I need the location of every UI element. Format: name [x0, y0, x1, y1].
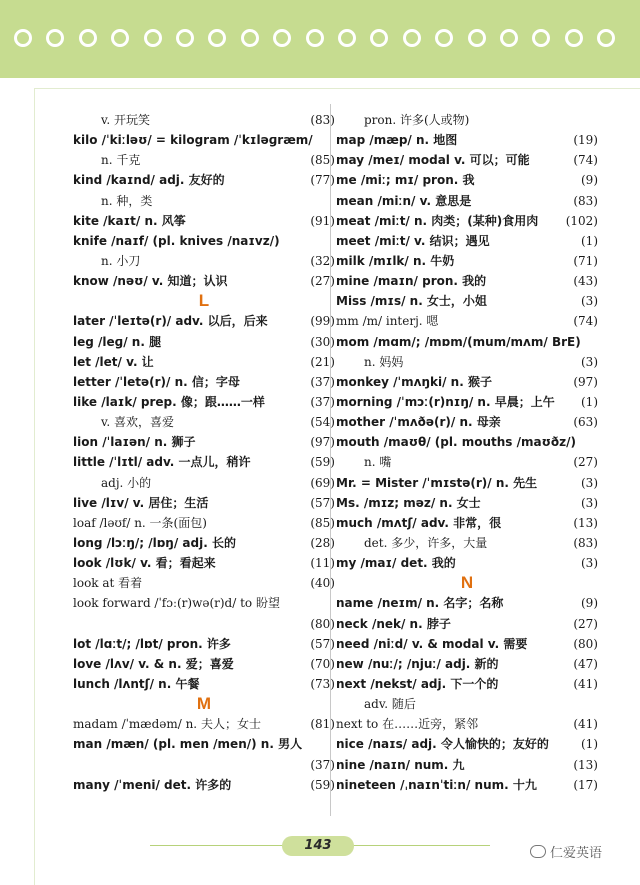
entry-text: need /niːd/ v. & modal v. 需要 — [336, 636, 528, 651]
chat-bubble-icon — [530, 845, 546, 858]
glossary-entry — [336, 513, 598, 533]
glossary-entry — [73, 332, 335, 352]
glossary-entry — [336, 251, 598, 271]
entry-page-ref: (37) — [310, 374, 335, 389]
ring-ornament — [338, 29, 356, 47]
entry-page-ref: (43) — [573, 274, 598, 289]
entry-text: leg /leɡ/ n. 腿 — [73, 334, 162, 349]
glossary-entry — [73, 553, 335, 573]
entry-text: little /ˈlɪtl/ adv. 一点儿，稍许 — [73, 455, 251, 470]
entry-text: adv. 随后 — [364, 697, 416, 712]
entry-page-ref: (27) — [573, 455, 598, 470]
glossary-entry — [73, 513, 335, 533]
glossary-entry — [73, 755, 335, 775]
entry-text: meat /miːt/ n. 肉类；(某种)食用肉 — [336, 213, 539, 228]
entry-text: kilo /ˈkiːləʊ/ = kilogram /ˈkɪləɡræm/ — [73, 133, 313, 148]
entry-page-ref: (37) — [310, 394, 335, 409]
glossary-entry — [336, 614, 598, 634]
entry-page-ref: (13) — [573, 515, 598, 530]
glossary-entry — [73, 130, 335, 150]
entry-text: may /meɪ/ modal v. 可以；可能 — [336, 153, 530, 168]
glossary-entry — [73, 493, 335, 513]
glossary-entry — [73, 110, 335, 130]
entry-text: like /laɪk/ prep. 像；跟……一样 — [73, 394, 265, 409]
entry-text: Mr. = Mister /ˈmɪstə(r)/ n. 先生 — [336, 475, 538, 490]
section-heading: L — [198, 291, 210, 311]
glossary-entry — [73, 674, 335, 694]
glossary-entry — [336, 775, 598, 795]
glossary-entry — [73, 775, 335, 795]
entry-page-ref: (27) — [573, 616, 598, 631]
glossary-entry — [336, 694, 598, 714]
glossary-entry — [73, 150, 335, 170]
glossary-entry — [336, 332, 598, 352]
entry-page-ref: (28) — [310, 535, 335, 550]
glossary-entry — [336, 130, 598, 150]
ring-ornament — [208, 29, 226, 47]
entry-text: name /neɪm/ n. 名字；名称 — [336, 596, 504, 611]
glossary-entry — [336, 412, 598, 432]
entry-page-ref: (1) — [581, 394, 598, 409]
right-column — [336, 110, 598, 795]
entry-text: next /nekst/ adj. 下一个的 — [336, 676, 499, 691]
glossary-entry — [336, 493, 598, 513]
glossary-entry — [73, 251, 335, 271]
glossary-entry — [336, 714, 598, 734]
entry-page-ref: (3) — [581, 475, 598, 490]
entry-page-ref: (3) — [581, 556, 598, 571]
entry-text: long /lɔːŋ/; /lɒŋ/ adj. 长的 — [73, 535, 236, 550]
entry-page-ref: (47) — [573, 656, 598, 671]
ring-ornament — [111, 29, 129, 47]
glossary-entry — [73, 211, 335, 231]
entry-page-ref: (77) — [310, 173, 335, 188]
entry-text: knife /naɪf/ (pl. knives /naɪvz/) — [73, 233, 280, 248]
glossary-entry — [336, 392, 598, 412]
glossary-entry — [73, 452, 335, 472]
entry-page-ref: (17) — [573, 777, 598, 792]
entry-page-ref: (81) — [310, 717, 335, 732]
entry-text: me /miː; mɪ/ pron. 我 — [336, 173, 475, 188]
entry-text: n. 妈妈 — [364, 354, 404, 369]
ring-ornament — [273, 29, 291, 47]
ring-ornament — [532, 29, 550, 47]
entry-text: live /lɪv/ v. 居住；生活 — [73, 495, 209, 510]
glossary-entry — [73, 654, 335, 674]
glossary-entry — [336, 110, 598, 130]
ring-ornament — [14, 29, 32, 47]
entry-page-ref: (85) — [310, 515, 335, 530]
glossary-entry — [336, 211, 598, 231]
entry-page-ref: (57) — [310, 495, 335, 510]
entry-page-ref: (9) — [581, 596, 598, 611]
entry-page-ref: (70) — [310, 656, 335, 671]
glossary-entry — [336, 593, 598, 613]
entry-text: det. 多少，许多，大量 — [364, 535, 488, 550]
glossary-entry — [336, 755, 598, 775]
ring-ornament — [403, 29, 421, 47]
entry-text: next to 在……近旁，紧邻 — [336, 717, 479, 732]
glossary-entry — [73, 191, 335, 211]
entry-page-ref: (99) — [310, 314, 335, 329]
entry-page-ref: (59) — [310, 455, 335, 470]
entry-text: kind /kaɪnd/ adj. 友好的 — [73, 173, 225, 188]
entry-text: meet /miːt/ v. 结识；遇见 — [336, 233, 490, 248]
left-column — [73, 110, 335, 795]
entry-page-ref: (83) — [310, 113, 335, 127]
glossary-entry — [336, 311, 598, 331]
entry-text: know /nəʊ/ v. 知道；认识 — [73, 274, 228, 289]
entry-page-ref: (32) — [310, 253, 335, 268]
entry-page-ref: (3) — [581, 495, 598, 510]
glossary-entry — [336, 191, 598, 211]
entry-text: Miss /mɪs/ n. 女士，小姐 — [336, 294, 487, 309]
glossary-entry — [336, 553, 598, 573]
entry-page-ref: (57) — [310, 636, 335, 651]
brand-label: 仁爱英语 — [550, 846, 603, 861]
glossary-entry — [336, 452, 598, 472]
glossary-entry — [336, 170, 598, 190]
ring-ornament — [468, 29, 486, 47]
glossary-entry — [73, 714, 335, 734]
entry-text: mouth /maʊθ/ (pl. mouths /maʊðz/) — [336, 435, 576, 450]
entry-text: look at 看着 — [73, 576, 143, 591]
ring-ornament — [565, 29, 583, 47]
entry-text: morning /ˈmɔː(r)nɪŋ/ n. 早晨；上午 — [336, 394, 555, 409]
entry-page-ref: (69) — [310, 475, 335, 490]
entry-text: loaf /ləʊf/ n. 一条(面包) — [73, 515, 207, 530]
ring-ornament — [597, 29, 615, 47]
entry-text: kite /kaɪt/ n. 风筝 — [73, 213, 186, 228]
glossary-entry — [73, 473, 335, 493]
entry-text: mother /ˈmʌðə(r)/ n. 母亲 — [336, 415, 501, 430]
entry-text: pron. 许多(人或物) — [364, 113, 470, 127]
entry-text: letter /ˈletə(r)/ n. 信；字母 — [73, 374, 240, 389]
entry-page-ref: (97) — [310, 435, 335, 450]
glossary-entry — [336, 654, 598, 674]
section-letter — [73, 694, 335, 714]
entry-text: lot /lɑːt/; /lɒt/ pron. 许多 — [73, 636, 231, 651]
entry-page-ref: (3) — [581, 354, 598, 369]
section-heading: N — [460, 573, 474, 593]
entry-page-ref: (74) — [573, 314, 598, 329]
glossary-entry — [73, 573, 335, 593]
glossary-entry — [73, 271, 335, 291]
glossary-entry — [73, 231, 335, 251]
ring-ornament — [500, 29, 518, 47]
entry-text: later /ˈleɪtə(r)/ adv. 以后，后来 — [73, 314, 268, 329]
entry-text: adj. 小的 — [101, 475, 152, 490]
glossary-entry — [336, 533, 598, 553]
entry-page-ref: (30) — [310, 334, 335, 349]
entry-page-ref: (97) — [573, 374, 598, 389]
ring-ornament — [176, 29, 194, 47]
glossary-entry — [336, 734, 598, 754]
entry-text: many /ˈmeni/ det. 许多的 — [73, 777, 232, 792]
glossary-entry — [73, 352, 335, 372]
entry-text: n. 千克 — [101, 153, 141, 168]
entry-text: lion /ˈlaɪən/ n. 狮子 — [73, 435, 196, 450]
entry-text: lunch /lʌntʃ/ n. 午餐 — [73, 676, 200, 691]
entry-page-ref: (80) — [310, 616, 335, 631]
entry-page-ref: (11) — [310, 556, 335, 571]
ring-ornament — [79, 29, 97, 47]
entry-text: n. 嘴 — [364, 455, 392, 470]
entry-page-ref: (63) — [573, 415, 598, 430]
ring-ornament — [435, 29, 453, 47]
entry-page-ref: (21) — [310, 354, 335, 369]
glossary-entry — [336, 372, 598, 392]
ring-ornament — [241, 29, 259, 47]
entry-text: mom /mɑm/; /mɒm/(mum/mʌm/ BrE) — [336, 334, 581, 349]
entry-page-ref: (73) — [310, 676, 335, 691]
entry-page-ref: (1) — [581, 233, 598, 248]
entry-text: love /lʌv/ v. & n. 爱；喜爱 — [73, 656, 234, 671]
entry-text: v. 喜欢，喜爱 — [101, 415, 174, 430]
glossary-entry — [73, 634, 335, 654]
entry-text: Ms. /mɪz; məz/ n. 女士 — [336, 495, 481, 510]
entry-text: monkey /ˈmʌŋki/ n. 猴子 — [336, 374, 492, 389]
entry-page-ref: (13) — [573, 757, 598, 772]
ring-ornament — [370, 29, 388, 47]
entry-page-ref: (41) — [573, 676, 598, 691]
entry-text: nineteen /ˌnaɪnˈtiːn/ num. 十九 — [336, 777, 537, 792]
entry-text: much /mʌtʃ/ adv. 非常，很 — [336, 515, 502, 530]
brand-watermark — [530, 842, 602, 861]
entry-page-ref: (19) — [573, 133, 598, 148]
glossary-entry — [73, 432, 335, 452]
section-letter — [336, 573, 598, 593]
entry-text: look forward /ˈfɔː(r)wə(r)d/ to 盼望 — [73, 596, 280, 611]
ring-ornament — [46, 29, 64, 47]
entry-text: let /let/ v. 让 — [73, 354, 154, 369]
entry-text: nice /naɪs/ adj. 令人愉快的；友好的 — [336, 737, 549, 752]
entry-page-ref: (83) — [573, 535, 598, 550]
glossary-entry — [73, 614, 335, 634]
entry-page-ref: (1) — [581, 737, 598, 752]
entry-page-ref: (91) — [310, 213, 335, 228]
entry-text: mm /m/ interj. 嗯 — [336, 314, 439, 329]
entry-text: n. 种，类 — [101, 193, 153, 208]
glossary-entry — [73, 170, 335, 190]
entry-page-ref: (74) — [573, 153, 598, 168]
entry-page-ref: (83) — [573, 193, 598, 208]
entry-page-ref: (3) — [581, 294, 598, 309]
entry-page-ref: (71) — [573, 253, 598, 268]
entry-text: mine /maɪn/ pron. 我的 — [336, 274, 487, 289]
entry-page-ref: (9) — [581, 173, 598, 188]
glossary-entry — [336, 150, 598, 170]
section-letter — [73, 291, 335, 311]
glossary-entry — [73, 392, 335, 412]
glossary-entry — [336, 674, 598, 694]
entry-text: map /mæp/ n. 地图 — [336, 133, 458, 148]
glossary-entry — [336, 634, 598, 654]
entry-page-ref: (80) — [573, 636, 598, 651]
glossary-entry — [73, 533, 335, 553]
entry-page-ref: (41) — [573, 717, 598, 732]
glossary-entry — [73, 412, 335, 432]
glossary-entry — [336, 352, 598, 372]
glossary-entry — [73, 372, 335, 392]
glossary-entry — [336, 473, 598, 493]
glossary-entry — [73, 593, 335, 613]
entry-text: mean /miːn/ v. 意思是 — [336, 193, 472, 208]
glossary-entry — [336, 291, 598, 311]
ring-ornament — [306, 29, 324, 47]
entry-text: man /mæn/ (pl. men /men/) n. 男人 — [73, 737, 303, 752]
entry-text: new /nuː/; /njuː/ adj. 新的 — [336, 656, 499, 671]
entry-text: milk /mɪlk/ n. 牛奶 — [336, 253, 455, 268]
entry-text: look /lʊk/ v. 看；看起来 — [73, 556, 216, 571]
glossary-entry — [336, 432, 598, 452]
entry-page-ref: (37) — [310, 757, 335, 772]
glossary-entry — [336, 231, 598, 251]
entry-page-ref: (85) — [310, 153, 335, 168]
entry-text: madam /ˈmædəm/ n. 夫人；女士 — [73, 717, 261, 732]
entry-text: neck /nek/ n. 脖子 — [336, 616, 451, 631]
glossary-entry — [73, 311, 335, 331]
entry-text: my /maɪ/ det. 我的 — [336, 556, 456, 571]
entry-text: nine /naɪn/ num. 九 — [336, 757, 465, 772]
ring-ornament — [144, 29, 162, 47]
entry-page-ref: (102) — [565, 213, 598, 228]
page-number: 143 — [282, 836, 354, 856]
glossary-entry — [336, 271, 598, 291]
entry-page-ref: (59) — [310, 777, 335, 792]
entry-page-ref: (54) — [310, 415, 335, 430]
section-heading: M — [196, 694, 212, 714]
entry-page-ref: (40) — [310, 576, 335, 591]
glossary-entry — [73, 734, 335, 754]
header-band — [0, 0, 640, 78]
entry-text: v. 开玩笑 — [101, 113, 150, 127]
entry-page-ref: (27) — [310, 274, 335, 289]
entry-text: n. 小刀 — [101, 253, 141, 268]
